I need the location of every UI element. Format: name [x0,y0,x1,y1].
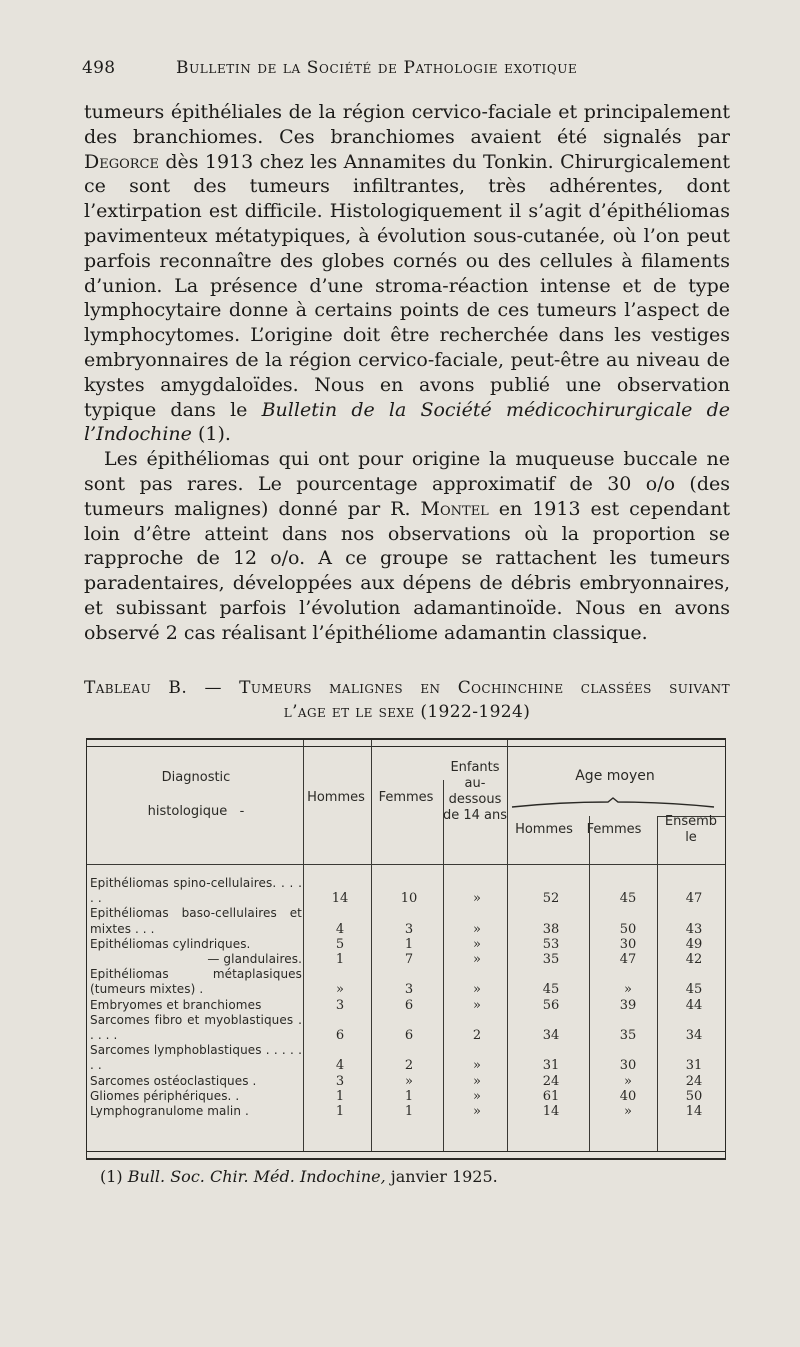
header-diagnostic-line-1: Diagnostic [161,770,231,785]
cell-age-f: » [624,1104,632,1120]
header-diagnostic-dash: - [239,804,245,819]
header-diagnostic-text: histologique [147,804,228,819]
footnote-source: Bull. Soc. Chir. Méd. Indochine, [127,1167,386,1186]
cell-hommes: 1 [335,1088,345,1104]
caption-years: (1922-1924) [420,702,531,722]
running-title: Bulletin de la Société de Pathologie exotique [176,58,578,78]
text-segment: en 1913 est cependant loin d’être atteint dans nos observations où la proportion se rapproche de 12 o/o. A ce groupe se rattachent les tumeurs paradentaires, développées aux dépens de débris embryonnaires, et subissant parfois l’évolution adamantinoïde. Nous en avons observé 2 cas réalisant l’épithéliome adamantin classique. [84,497,730,644]
caption-line-2 [84,700,730,724]
cell-hommes: 14 [331,891,349,907]
cell-age-h: 14 [542,1104,560,1120]
caption-line-2-prefix: l’age et le sexe [283,702,421,722]
cell-age-e: 50 [685,1088,703,1104]
cell-age-f: » [624,982,632,998]
cell-age-f: 39 [619,997,637,1013]
text-segment: tumeurs épithéliales de la région cervico-faciale et principalement des branchiomes. Ces branchiomes avaient été signalés par [84,101,730,148]
cell-age-f: 50 [619,921,637,937]
cell-enfants: » [473,997,481,1013]
footnote-date: janvier 1925. [385,1167,498,1186]
row-label: — glandulaires. [207,952,302,967]
cell-femmes: 3 [404,982,414,998]
footnote-marker: (1) [100,1167,128,1186]
header-age-ensemble: Ensemble [664,814,718,845]
cell-hommes: 1 [335,1104,345,1120]
table-row [90,967,720,997]
text-segment: (1). [191,423,231,446]
cell-hommes: 6 [335,1028,345,1044]
page-number: 498 [82,58,116,78]
cell-age-h: 24 [542,1073,560,1089]
cell-age-e: 24 [685,1073,703,1089]
cell-enfants: » [473,1088,481,1104]
cell-femmes: 6 [404,1028,414,1044]
row-label: Epithéliomas métaplasiques (tumeurs mixtes) . [90,967,302,997]
row-label: Embryomes et branchiomes [90,997,262,1012]
table-row [90,906,720,936]
cell-age-e: 43 [685,921,703,937]
cell-enfants: » [473,1073,481,1089]
text-segment: Degorce [84,150,159,173]
row-label: Epithéliomas spino-cellulaires. . . . . . [90,876,302,906]
cell-hommes: 3 [335,997,345,1013]
header-enfants: Enfants au-dessous de 14 ans [442,760,508,823]
cell-enfants: » [473,891,481,907]
table-caption [84,676,730,724]
table-row [90,1104,720,1119]
cell-femmes: 6 [404,997,414,1013]
row-label: Epithéliomas baso-cellulaires et mixtes . . . [90,906,302,936]
cell-age-h: 45 [542,982,560,998]
cell-age-e: 31 [685,1058,703,1074]
header-hommes: Hommes [307,790,365,805]
cell-enfants: » [473,1058,481,1074]
cell-hommes: 4 [335,1058,345,1074]
cell-age-f: 45 [619,891,637,907]
table-row [90,937,720,952]
cell-enfants: 2 [472,1028,482,1044]
footnote [100,1166,498,1188]
cell-age-h: 38 [542,921,560,937]
cell-age-e: 44 [685,997,703,1013]
cell-femmes: 7 [404,952,414,968]
cell-hommes: 1 [335,952,345,968]
cell-femmes: 10 [400,891,418,907]
header-femmes: Femmes [378,790,434,805]
cell-age-e: 14 [685,1104,703,1120]
running-head [82,58,732,82]
row-label: Lymphogranulome malin . [90,1104,249,1119]
age-brace [510,797,716,809]
cell-femmes: 1 [404,1104,414,1120]
row-label: Epithéliomas cylindriques. [90,936,251,951]
body-text [84,100,730,646]
text-segment: Bulletin de la Société médicochirurgicale de l’Indochine [84,398,730,446]
cell-enfants: » [473,1104,481,1120]
table-row [90,998,720,1013]
cell-age-e: 45 [685,982,703,998]
cell-enfants: » [473,921,481,937]
header-age-moyen: Age moyen [575,768,655,784]
table-row [90,1089,720,1104]
cell-hommes: 4 [335,921,345,937]
cell-enfants: » [473,936,481,952]
cell-hommes: 5 [335,936,345,952]
table-row [90,1074,720,1089]
cell-femmes: 1 [404,1088,414,1104]
paragraph-1 [84,100,730,447]
header-diagnostic-line-2 [90,804,302,820]
row-label: Sarcomes lymphoblastiques . . . . . . . [90,1043,302,1073]
cell-age-h: 35 [542,952,560,968]
text-segment: dès 1913 chez les Annamites du Tonkin. Chirurgicalement ce sont des tumeurs infiltrantes, très adhérentes, dont l’extirpation est difficile. Histologiquement il s’agit d’épithéliomas pavimenteux métatypiques, à évolution sous-cutanée, où l’on peut parfois reconnaître des globes cornés ou des cellules à filaments d’union. La présence d’une stroma-réaction intense et de type lymphocytaire donne à certains points de ces tumeurs l’aspect de lymphocytomes. L’origine doit être recherchée dans les vestiges embryonnaires de la région cervico-faciale, peut-être au niveau de kystes amygdaloïdes. Nous en avons publié une observation typique dans le [84,150,730,421]
header-rule [87,864,725,865]
paragraph-2 [84,447,730,645]
cell-femmes: 3 [404,921,414,937]
cell-age-f: 47 [619,952,637,968]
table-row [90,952,720,967]
table-body [90,876,720,1119]
cell-age-e: 47 [685,891,703,907]
cell-age-h: 31 [542,1058,560,1074]
cell-enfants: » [473,982,481,998]
cell-age-f: 40 [619,1088,637,1104]
cell-age-e: 49 [685,936,703,952]
cell-femmes: » [405,1073,413,1089]
row-label: Sarcomes fibro et myoblastiques . . . . . [90,1012,302,1043]
table-row [90,1013,720,1043]
row-label: Sarcomes ostéoclastiques . [90,1073,257,1088]
cell-age-e: 42 [685,952,703,968]
table-row [90,1043,720,1073]
cell-age-f: 35 [619,1028,637,1044]
header-diagnostic [90,770,302,820]
header-age-hommes: Hommes [515,822,573,837]
cell-enfants: » [473,952,481,968]
header-age-femmes: Femmes [586,822,642,837]
cell-age-f: 30 [619,1058,637,1074]
cell-femmes: 1 [404,936,414,952]
row-label: Gliomes périphériques. . [90,1088,240,1103]
text-segment: Montel [420,497,489,520]
cell-age-f: 30 [619,936,637,952]
caption-line-1: Tableau B. — Tumeurs malignes en Cochinchine classées suivant [84,678,730,698]
cell-age-h: 53 [542,936,560,952]
cell-age-h: 52 [542,891,560,907]
cell-age-e: 34 [685,1028,703,1044]
cell-age-h: 61 [542,1088,560,1104]
cell-hommes: » [336,982,344,998]
cell-hommes: 3 [335,1073,345,1089]
cell-femmes: 2 [404,1058,414,1074]
text-segment: Les épithéliomas qui ont pour origine la muqueuse buccale ne sont pas rares. Le pourcentage approximatif de 30 o/o (des tumeurs malignes) donné par R. [84,448,730,520]
cell-age-f: » [624,1073,632,1089]
cell-age-h: 34 [542,1028,560,1044]
cell-age-h: 56 [542,997,560,1013]
table-row [90,876,720,906]
